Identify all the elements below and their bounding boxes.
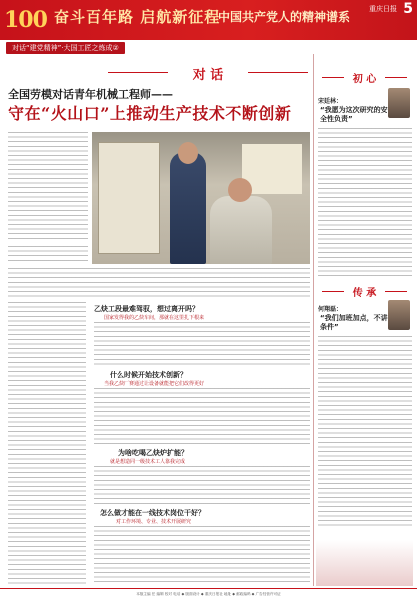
side-text-2 [318,336,412,526]
standing-engineer-head [178,142,198,164]
seated-model-worker-head [228,178,252,202]
seated-model-worker [210,196,272,264]
side-heading-inherit: 传 承 [316,284,413,299]
footer-info: 本版主编 任 编辑 校对 电话 ◆ 版面设计 ◆ 重庆日报社 地址 ◆ 邮政编码 ◆ 广告经营许可证 [0,588,417,601]
skyline-illustration [316,540,413,586]
feature-photo [92,132,310,264]
side-text-1 [318,128,412,280]
lead-paragraph [8,268,310,298]
side-quote-2: “我们加班加点，不讲条件” [320,314,388,331]
portrait-he [388,300,410,330]
page-number: 5 [403,1,413,17]
body-column-1 [8,302,86,586]
banner-subtitle: 中国共产党人的精神谱系 [218,10,351,24]
section-heading-dialogue: 对 话 [108,64,308,83]
column-divider [313,54,314,586]
headline-kicker: 全国劳模对话青年机械工程师—— [8,88,173,101]
subheading-answer-4: 对工作环境、专业、技术开展研究 [116,519,192,525]
paper-name: 重庆日报 [369,5,397,13]
intro-text-block-2 [8,246,88,264]
subheading-question-1: 乙炔工段最难驾驭，想过离开吗？ [94,305,199,313]
subheading-question-2: 什么时候开始技术创新？ [110,371,187,379]
portrait-song [388,88,410,118]
body-block-3 [94,466,310,504]
calligraphy-board [98,142,160,254]
body-block-2 [94,388,310,444]
side-name-1: 宋廷林： [318,98,343,105]
intro-text-block [8,132,88,242]
standing-engineer [170,152,206,264]
subheading-question-4: 怎么做才能在一线技术岗位干好？ [100,509,205,517]
body-block-1 [94,322,310,366]
body-block-4 [94,526,310,586]
subheading-question-3: 为啥吃喝乙炔炉扩能？ [118,449,188,457]
side-heading-origin: 初 心 [316,70,413,85]
side-quote-1: “我愿为这次研究的安全性负责” [320,106,388,123]
subheading-answer-2: 当我乙炔厂赛通过让设备就能把它们改得更好 [104,381,205,387]
banner-title: 奋斗百年路 启航新征程 [54,8,221,26]
masthead-banner [0,0,417,40]
subheading-answer-1: 国家发得我的乙炔车间，那就在这里扎下根来 [104,315,205,321]
centenary-logo: 100 [4,7,47,33]
headline-main: 守在“火山口”上推动生产技术不断创新 [8,104,292,123]
subheading-answer-3: 就是想造同一级技术工人靠我完成 [110,459,186,465]
side-name-2: 何翔磊： [318,306,343,313]
column-tag: 对话“建党精神”·大国工匠之炼成② [6,42,125,54]
